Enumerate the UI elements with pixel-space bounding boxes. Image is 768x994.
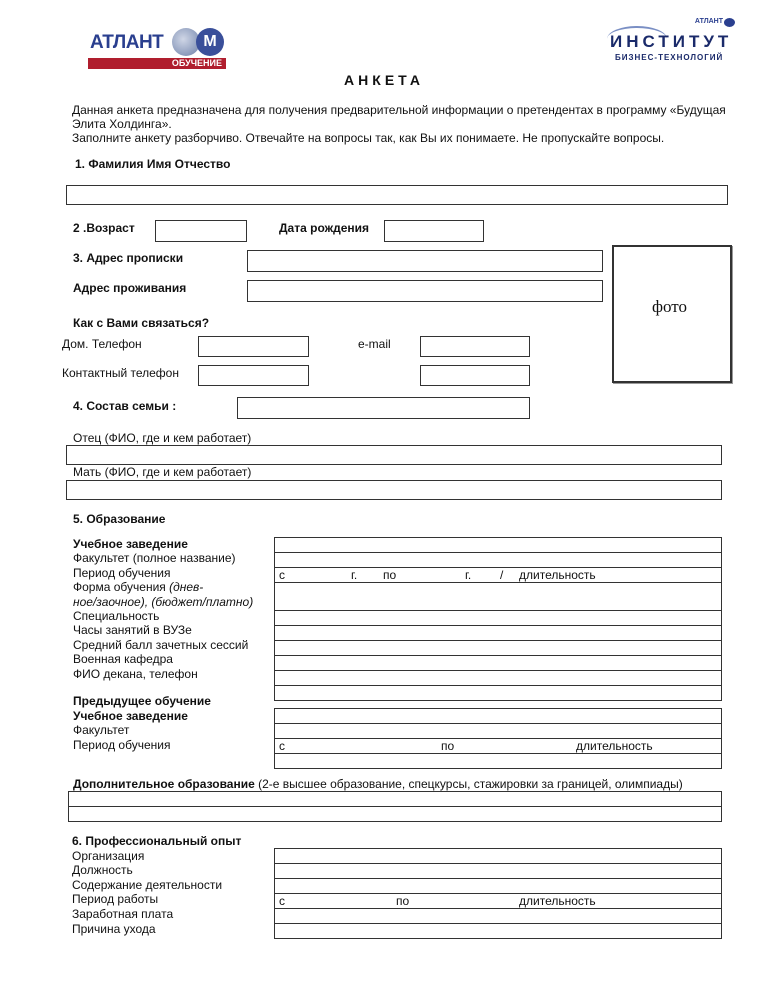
fio-label: 1. Фамилия Имя Отчество	[75, 157, 231, 171]
edu-label-form: Форма обучения (днев-	[73, 580, 204, 595]
reg-address-input[interactable]	[247, 250, 603, 272]
prev-faculty-cell[interactable]	[275, 724, 721, 739]
contact-phone-input[interactable]	[198, 365, 309, 386]
intro-line-2: Заполните анкету разборчиво. Отвечайте на вопросы так, как Вы их понимаете. Не пропускайте вопросы.	[72, 131, 665, 145]
edu-gpa-cell[interactable]	[275, 641, 721, 656]
intro-line-1: Данная анкета предназначена для получения предварительной информации о претендентах в программу «Будущая Элита Холдинга».	[72, 103, 726, 131]
home-phone-label: Дом. Телефон	[62, 337, 142, 351]
edu-institution-cell[interactable]	[275, 538, 721, 553]
edu-label-form-2: ное/заочное), (бюджет/платно)	[73, 594, 254, 609]
exp-label-org: Организация	[72, 848, 145, 863]
edu-faculty-cell[interactable]	[275, 553, 721, 568]
intro-text	[72, 103, 737, 145]
family-input[interactable]	[237, 397, 530, 419]
edu-dean-cell[interactable]	[275, 671, 721, 686]
email-input[interactable]	[420, 336, 530, 357]
additional-label: Дополнительное образование (2-е высшее образование, спецкурсы, стажировки за границей, олимпиады)	[73, 777, 683, 791]
education-labels	[73, 537, 253, 681]
institute-logo	[605, 18, 735, 70]
institute-logo-name: ИНСТИТУТ	[610, 32, 733, 51]
experience-heading: 6. Профессиональный опыт	[72, 834, 242, 848]
experience-labels	[72, 834, 241, 936]
experience-table	[274, 848, 722, 939]
father-input[interactable]	[66, 445, 722, 465]
exp-reason-cell[interactable]	[275, 924, 721, 938]
education-table	[274, 537, 722, 701]
edu-military-cell[interactable]	[275, 656, 721, 671]
training-ribbon: ОБУЧЕНИЕ	[88, 58, 226, 69]
prev-period-cell[interactable]: с по длительность	[275, 739, 721, 754]
photo-box	[612, 245, 732, 383]
edu-label-military: Военная кафедра	[73, 652, 173, 667]
contact-phone-2-input[interactable]	[420, 365, 530, 386]
institute-logo-sub: БИЗНЕС-ТЕХНОЛОГИЙ	[615, 53, 724, 62]
additional-cell-1[interactable]	[69, 792, 721, 807]
prev-label-faculty: Факультет	[73, 723, 130, 738]
prev-extra-cell[interactable]	[275, 754, 721, 768]
exp-label-position: Должность	[72, 863, 133, 878]
mother-label: Мать (ФИО, где и кем работает)	[73, 465, 252, 479]
birth-input[interactable]	[384, 220, 484, 242]
father-label: Отец (ФИО, где и кем работает)	[73, 431, 252, 445]
edu-period-cell[interactable]: с г. по г. / длительность	[275, 568, 721, 583]
edu-label-hours: Часы занятий в ВУЗе	[73, 623, 192, 638]
exp-label-period: Период работы	[72, 892, 159, 907]
age-input[interactable]	[155, 220, 247, 242]
atlant-mark-icon	[724, 18, 735, 27]
edu-form-cell[interactable]	[275, 583, 721, 611]
exp-salary-cell[interactable]	[275, 909, 721, 924]
exp-label-reason: Причина ухода	[72, 921, 156, 936]
prev-institution-cell[interactable]	[275, 709, 721, 724]
additional-table	[68, 791, 722, 822]
edu-extra-cell[interactable]	[275, 686, 721, 700]
edu-specialty-cell[interactable]	[275, 611, 721, 626]
photo-label: фото	[652, 297, 687, 316]
contact-phone-label: Контактный телефон	[62, 366, 179, 380]
reg-address-label: 3. Адрес прописки	[73, 251, 184, 265]
institute-logo-top: АТЛАНТ	[694, 18, 723, 25]
exp-label-content: Содержание деятельности	[72, 877, 223, 892]
edu-label-gpa: Средний балл зачетных сессий	[73, 637, 249, 652]
birth-label: Дата рождения	[279, 221, 370, 235]
exp-period-cell[interactable]: с по длительность	[275, 894, 721, 909]
fio-input[interactable]	[66, 185, 728, 205]
prev-label-period: Период обучения	[73, 737, 171, 752]
atlant-logo-text: АТЛАНТ	[90, 32, 164, 53]
edu-label-faculty: Факультет (полное название)	[73, 551, 236, 566]
page-title: АНКЕТА	[344, 72, 424, 88]
exp-label-salary: Заработная плата	[72, 906, 174, 921]
edu-hours-cell[interactable]	[275, 626, 721, 641]
previous-table	[274, 708, 722, 769]
email-label: e-mail	[358, 337, 391, 351]
home-phone-input[interactable]	[198, 336, 309, 357]
m-badge-icon: М	[196, 28, 224, 56]
previous-labels	[73, 694, 211, 752]
exp-position-cell[interactable]	[275, 864, 721, 879]
edu-label-institution: Учебное заведение	[73, 537, 188, 551]
live-address-label: Адрес проживания	[73, 281, 187, 295]
age-label: 2 .Возраст	[73, 221, 135, 235]
family-label: 4. Состав семьи :	[73, 399, 177, 413]
mother-input[interactable]	[66, 480, 722, 500]
exp-org-cell[interactable]	[275, 849, 721, 864]
edu-label-specialty: Специальность	[73, 609, 160, 624]
contact-label: Как с Вами связаться?	[73, 316, 210, 330]
previous-heading: Предыдущее обучение	[73, 694, 211, 708]
edu-label-dean: ФИО декана, телефон	[73, 666, 198, 681]
atlant-logo	[88, 28, 228, 70]
additional-cell-2[interactable]	[69, 807, 721, 821]
education-heading: 5. Образование	[73, 512, 166, 526]
live-address-input[interactable]	[247, 280, 603, 302]
edu-label-period: Период обучения	[73, 565, 171, 580]
prev-label-institution: Учебное заведение	[73, 708, 188, 723]
exp-content-cell[interactable]	[275, 879, 721, 894]
